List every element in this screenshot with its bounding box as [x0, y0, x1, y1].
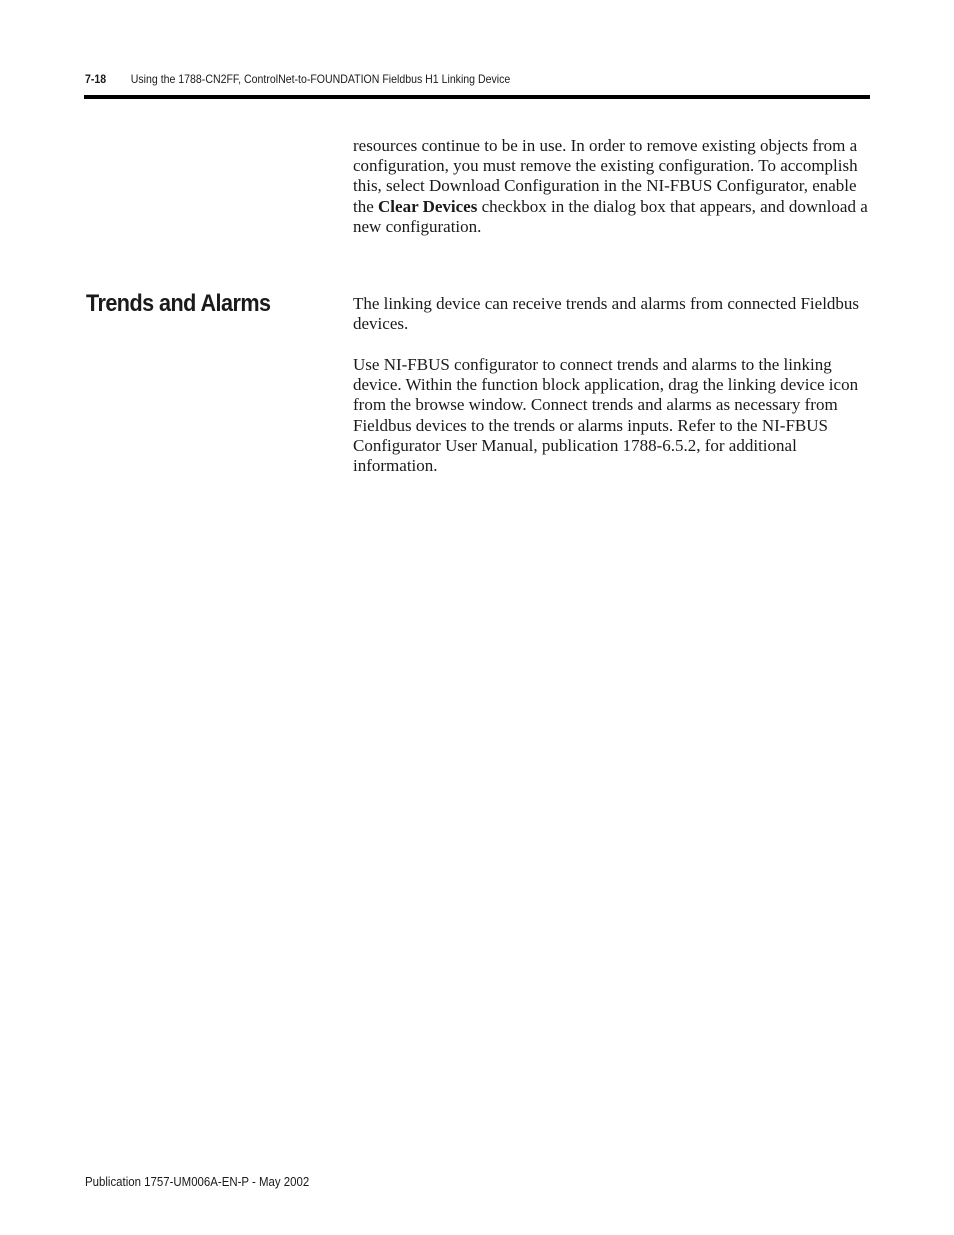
- trends-paragraph-1: The linking device can receive trends and alarms from connected Fieldbus devices.: [353, 294, 860, 334]
- page-header: [85, 72, 775, 86]
- continuation-text-before: resources continue to be in use. In order to remove existing objects from a configuration, you must remove the existing configuration. To accomplish this, select Download Configuration in the NI-FBUS Configurator, enable the: [353, 136, 858, 216]
- header-rule: [84, 95, 870, 99]
- page-number: 7-18: [85, 72, 107, 86]
- section-heading: Trends and Alarms: [86, 290, 271, 317]
- chapter-title: Using the 1788-CN2FF, ControlNet-to-FOUNDATION Fieldbus H1 Linking Device: [130, 72, 511, 86]
- clear-devices-bold: Clear Devices: [378, 196, 478, 216]
- continuation-text-after: checkbox in the dialog box that appears, and download a new configuration.: [353, 196, 868, 236]
- page-footer: Publication 1757-UM006A-EN-P - May 2002: [85, 1174, 310, 1189]
- trends-paragraph-2: Use NI-FBUS configurator to connect trends and alarms to the linking device. Within the function block application, drag the linking device icon from the browse window. Connect trends and alarms as necessary from Fieldbus devices to the trends or alarms inputs. Refer to the NI-FBUS Configurator User Manual, publication 1788-6.5.2, for additional information.: [353, 355, 859, 476]
- continuation-paragraph: [353, 136, 873, 237]
